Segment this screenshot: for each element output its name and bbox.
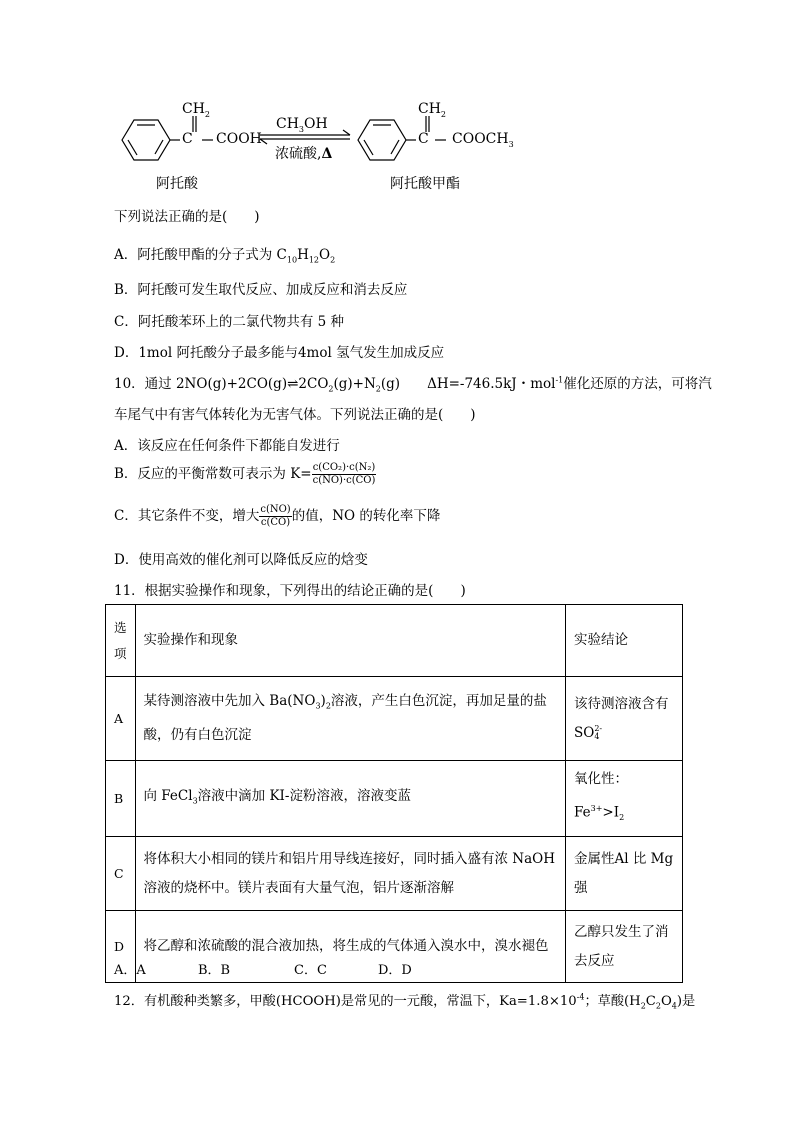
- reagent-bottom-label: 浓硫酸,Δ: [275, 146, 333, 162]
- row-option: B: [106, 761, 136, 837]
- header-conclusion: 实验结论: [566, 605, 683, 677]
- right-ester-label: $COOCH_3$: [452, 131, 514, 149]
- q10-stem-line2: 车尾气中有害气体转化为无害气体。下列说法正确的是( ): [114, 407, 476, 423]
- reagent-top-label: $CH_3OH$: [276, 116, 328, 134]
- row-conclusion: 该待测溶液含有 SO2- 4: [566, 677, 683, 761]
- row-operation: 向 FeCl$_3$溶液中滴加 KI-淀粉溶液，溶液变蓝: [135, 761, 565, 837]
- q10-option-b: B．反应的平衡常数可表示为 K= $\frac{\text{c(CO₂)·c(N₂)}}{c(NO)\cdot c(CO)}$: [114, 462, 376, 486]
- no-co-ratio-fraction: $\frac{c(NO)}{c(CO)}$: [260, 504, 291, 528]
- choice-d: D．D: [378, 963, 412, 978]
- left-ch2-label: $CH_2$: [182, 101, 211, 119]
- q10-option-c: C．其它条件不变，增大 $\frac{c(NO)}{c(CO)}$ 的值，NO 的转化率下降: [114, 504, 441, 528]
- left-c-label: C: [182, 131, 193, 147]
- choice-a: A．A: [114, 963, 146, 978]
- q11-choices: [114, 959, 412, 978]
- table-row: [106, 677, 683, 761]
- row-operation: 将体积大小相同的镁片和铝片用导线连接好，同时插入盛有浓 NaOH 溶液的烧杯中。镁片表面有大量气泡，铝片逐渐溶解: [135, 837, 565, 911]
- right-compound-name: 阿托酸甲酯: [390, 176, 460, 192]
- choice-c: C．C: [294, 963, 327, 978]
- left-compound-name: 阿托酸: [156, 176, 198, 192]
- benzene-ring-left: [122, 120, 170, 160]
- equilibrium-constant-fraction: $\frac{\text{c(CO₂)·c(N₂)}}{c(NO)\cdot c(CO)}$: [312, 462, 376, 486]
- row-option: A: [106, 677, 136, 761]
- header-option: 选项: [106, 605, 136, 677]
- header-operation: 实验操作和现象: [135, 605, 565, 677]
- q9-option-a: A．阿托酸甲酯的分子式为 $C_{10}H_{12}O_2$: [114, 247, 336, 265]
- q11-stem: 11．根据实验操作和现象，下列得出的结论正确的是( ): [114, 583, 466, 599]
- q12-stem: 12．有机酸种类繁多，甲酸(HCOOH)是常见的一元酸，常温下，$Ka=1.8\times 10^{-4}$；草酸$(H_2C_2O_4)$是: [114, 992, 696, 1011]
- row-operation: 将乙醇和浓硫酸的混合液加热，将生成的气体通入溴水中，溴水褪色: [135, 911, 565, 983]
- row-operation: 某待测溶液中先加入 $Ba(NO_3)_2$溶液，产生白色沉淀，再加足量的盐酸，仍有白色沉淀: [135, 677, 565, 761]
- row-conclusion: 乙醇只发生了消去反应: [566, 911, 683, 983]
- row-option: C: [106, 837, 136, 911]
- table-row: [106, 837, 683, 911]
- left-cooh-label: COOH: [216, 131, 262, 147]
- heat-symbol: Δ: [321, 146, 333, 162]
- row-option: D: [106, 911, 136, 983]
- row-conclusion: 金属性Al 比 Mg强: [566, 837, 683, 911]
- right-ch2-label: $CH_2$: [418, 101, 447, 119]
- q10-stem-line1: 10．通过 $2NO(g)+2CO(g)\rightleftharpoons 2CO_2(g)+N_2(g)$ ΔH=-746.5kJ・mol$^{-1}$催化还原的方法，可将汽: [114, 375, 712, 394]
- table-header-row: [106, 605, 683, 677]
- q10-option-d: D．使用高效的催化剂可以降低反应的焓变: [114, 552, 368, 568]
- benzene-ring-right: [358, 120, 406, 160]
- q9-option-c: C．阿托酸苯环上的二氯代物共有 5 种: [114, 314, 345, 330]
- table-row: [106, 761, 683, 837]
- q9-option-d: D．1mol 阿托酸分子最多能与4mol 氢气发生加成反应: [114, 345, 445, 361]
- q9-stem: 下列说法正确的是( ): [114, 209, 260, 225]
- q9-option-b: B．阿托酸可发生取代反应、加成反应和消去反应: [114, 282, 408, 298]
- choice-b: B．B: [198, 963, 231, 978]
- q10-option-a: A．该反应在任何条件下都能自发进行: [114, 438, 340, 454]
- right-c-label: C: [418, 131, 429, 147]
- experiment-table: [105, 604, 683, 983]
- row-conclusion: 氧化性：$Fe^{3+}>I_2$: [566, 761, 683, 837]
